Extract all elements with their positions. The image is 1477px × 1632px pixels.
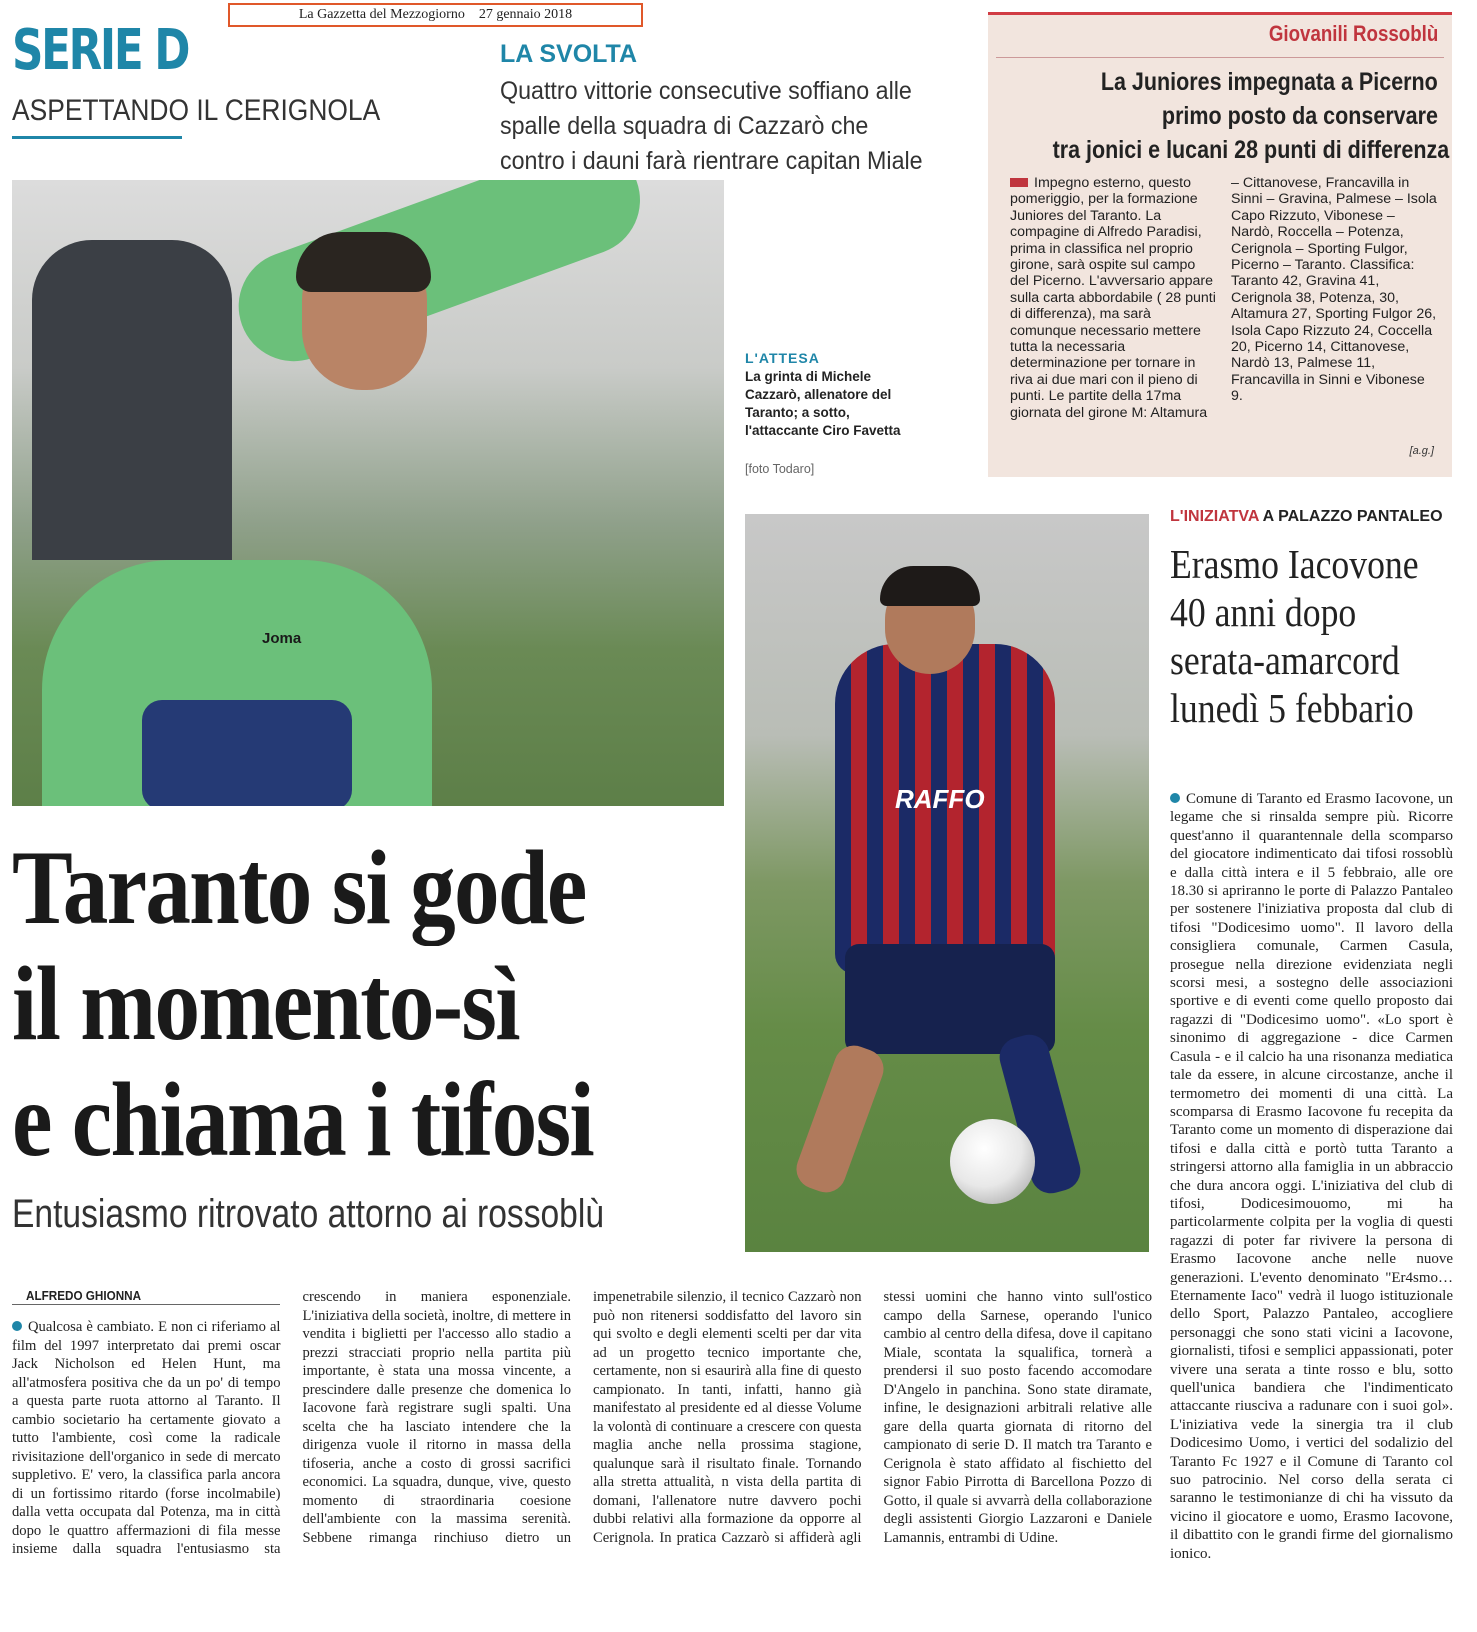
background-stand [32,240,232,560]
iniziativa-headline-line: Erasmo Iacovone [1170,541,1419,587]
article-body [12,1288,1152,1588]
iniziativa-label-rest: A PALAZZO PANTALEO [1258,508,1443,525]
blue-bullet-icon [12,1321,22,1331]
article-body-text: Qualcosa è cambiato. E non ci riferiamo al film del 1997 interpretato dai premi oscar Jack Nicholson ed Helen Hunt, ma all'atmosfera positiva che da un po' di tempo a questa parte ruota attorno al Taranto. Il cambio societario ha certamente giovato a tutto l'ambiente, così come la radicale rivisitazione dell'organico in sede di mercato suppletivo. E' vero, la classifica parla ancora di un fortissimo ritardo (forse incolmabile) dalla vetta occupata dal Potenza, ma in città dopo le quattro affermazioni di fila messe insieme dalla squadra l'entusiasmo sta crescendo in maniera esponenziale. L'iniziativa della società, inoltre, di mettere in vendita i biglietti per l'accesso allo stadio a prezzi stracciati proprio nella partita più importante, è stata una mossa vincente, a prescindere dalle presenze che domenica lo Iacovone farà registrare sugli spalti. Una scelta che ha lasciato intendere che la dirigenza vuole il ritorno in massa della tifoseria, anche a costo di grossi sacrifici economici. La squadra, dunque, vive, questo momento di straordinaria coesione dell'ambiente con la massima serenità. Sebbene rimanga rinchiuso dietro un impenetrabile silenzio, il tecnico Cazzarò non può non ritenersi soddisfatto del lavoro sin qui svolto e degli elementi scelti per dar vita ad un progetto tecnico importante che, certamente, non si esaurirà alla fine di questo campionato. In tanti, infatti, hanno già manifestato al presidente ed al diesse Volume la volontà di continuare a crescere con questa maglia anche nella prossima stagione, qualunque sarà il risultato finale. Tornando alla stretta attualità, n vista della partita di domani, l'allenatore nutre davvero pochi dubbi relativi alla formazione da opporre al Cerignola. In pratica Cazzarò si affiderà agli stessi uomini che hanno vinto sull'ostico campo della Sarnese, operando l'unico cambio al centro della difesa, dove il capitano Miale, scontata la squalifica, tornerà a prendersi il suo posto facendo accomodare D'Angelo in panchina. Sono state diramate, infine, le designazioni arbitrali relative alle gare della quarta giornata di ritorno del campionato di serie D. Il match tra Taranto e Cerignola è stato affidato al fischietto del signor Fabio Pirrotta di Barcellona Pozzo di Gotto, il quale si avvarrà della collaborazione degli assistenti Giorgio Lazzaroni e Daniele Lamannis, entrambi di Udine. [12,1289,1152,1557]
sidebar-divider [996,57,1444,58]
sidebar-headline-line: La Juniores impegnata a Picerno [1101,68,1438,96]
sidebar-signature: [a.g.] [1409,445,1434,457]
masthead-date: 27 gennaio 2018 [478,7,573,22]
player-left-leg [791,1040,889,1198]
iniziativa-label-red: L'INIZIATVA [1170,508,1259,525]
coach-photo [12,180,724,806]
iniziativa-body [1170,790,1453,1563]
main-headline-line: e chiama i tifosi [12,1061,593,1178]
caption-text: La grinta di Michele Cazzarò, allenatore del Taranto; a sotto, l'attaccante Ciro Favetta [745,369,901,438]
iniziativa-headline-line: lunedì 5 febbario [1170,685,1414,731]
coach-pointing-arm [223,180,655,377]
sidebar-headline [988,65,1450,167]
kicker-rule [12,136,182,139]
masthead-paper: La Gazzetta del Mezzogiorno [298,7,465,22]
coach-hair [296,232,431,292]
iniziativa-body-text: Comune di Taranto ed Erasmo Iacovone, un legame che si rinsalda sempre più. Ricorre quest'anno il quarantennale della scomparso del giocatore indimenticato dai tifosi rossoblù e dalla città intera e il 5 febbraio, alle ore 18.30 si apriranno le porte di Palazzo Pantaleo per sostenere l'iniziativa proposta dal club di tifosi "Dodicesimo uomo". Il lavoro della consigliera comunale, Carmen Casula, prosegue nella direzione evidenziata negli scorsi mesi, a sostegno delle associazioni sportive e di eventi come quello proposto dai ragazzi di "Dodicesimo uomo". «Lo sport è sinonimo di aggregazione - dice Carmen Casula - e il calcio ha una risonanza mediatica tale da essere, in alcune circostanze, anche il termometro dei momenti di una città. La scomparsa di Erasmo Iacovone fu recepita da Taranto come un momento di disperazione dai tifosi e dalla città e portò tutta Taranto a stringersi attorno alla famiglia in un abbraccio che dura ancora oggi. L'iniziativa del club di tifosi, Dodicesimouomo, mi ha particolarmente colpita per la voglia di questi ragazzi di poter far rivivere la persona di Erasmo Iacovone anche nelle nuove generazioni. L'evento denominato "Er4smo…Eternamente Iaco" vedrà il luogo istituzionale dello Sport, Palazzo Pantaleo, accogliere personaggi che sono stati vicini a Iacovone, giornalisti, tifosi e semplici appassionati, poter vivere una serata a tinte rosso e blu, sotto quell'unica bandiera che l'indimenticato attaccante riusciva a radunare con i suoi gol». L'iniziativa vede la sinergia tra il club Dodicesimo Uomo, i vertici del sodalizio del Taranto Fc 1927 e il Comune di Taranto col suo patrocinio. Nel corso della serata ci saranno le testimonianze di chi ha vissuto da vicino il giocatore e uomo, Erasmo Iacovone, il dibattito con le grandi firme del giornalismo ionico. [1170,791,1453,1562]
player-photo [745,514,1149,1252]
iniziativa-headline [1170,540,1450,732]
byline: ALFREDO GHIONNA [26,1288,142,1303]
masthead [228,3,643,27]
sidebar-headline-line: primo posto da conservare [1161,102,1438,130]
sidebar-box [988,12,1452,477]
jersey-sponsor: RAFFO [895,784,985,814]
sidebar-title: Giovanili Rossoblù [1268,21,1438,46]
section-title: SERIE D [12,18,189,83]
shirt-logo: Joma [262,630,302,647]
sidebar-body-text: Impegno esterno, questo pomeriggio, per la formazione Juniores del Taranto. La compagine di Alfredo Paradisi, prima in classifica nel proprio girone, sarà ospite sul campo del Picerno. L'avversario appare sulla carta abbordabile ( 28 punti di differenza), ma sarà comunque necessario mettere tutta la necessaria determinazione per tornare in riva ai due mari con il pieno di punti. Le partite della 17ma giornata del girone M: Altamura – Cittanovese, Francavilla in Sinni – Gravina, Palmese – Isola Capo Rizzuto, Vibonese – Nardò, Roccella – Potenza, Cerignola – Sporting Fulgor, Picerno – Taranto. Classifica: Taranto 42, Gravina 41, Cerignola 38, Potenza, 30, Altamura 27, Sporting Fulgor 26, Isola Capo Rizzuto 24, Coccella 20, Picerno 14, Cittanovese, Nardò 13, Palmese 11, Francavilla in Sinni e Vibonese 9. [1010,175,1437,421]
main-headline-line: il momento-sì [12,945,519,1062]
main-headline-line: Taranto si gode [12,829,586,946]
coach-shorts [142,700,352,806]
iniziativa-headline-line: serata-amarcord [1170,637,1400,683]
main-headline [12,830,742,1178]
sidebar-body [1010,175,1438,465]
player-hair [880,566,980,606]
blue-bullet-icon [1170,793,1180,803]
caption-label: L'ATTESA [745,350,820,366]
red-bullet-icon [1010,178,1028,187]
iniziativa-label [1170,508,1443,526]
ball-icon [950,1119,1035,1204]
photo-credit: [foto Todaro] [745,462,815,476]
byline-spacer [12,1288,281,1318]
sidebar-headline-line: tra jonici e lucani 28 punti di differenza [1052,136,1450,164]
iniziativa-headline-line: 40 anni dopo [1170,589,1357,635]
section-kicker: ASPETTANDO IL CERIGNOLA [12,94,381,127]
subheadline: Entusiasmo ritrovato attorno ai rossoblù [12,1192,605,1236]
svolta-label: LA SVOLTA [500,40,638,68]
svolta-text: Quattro vittorie consecutive soffiano alle spalle della squadra di Cazzarò che contro i dauni farà rientrare capitan Miale [500,77,923,175]
